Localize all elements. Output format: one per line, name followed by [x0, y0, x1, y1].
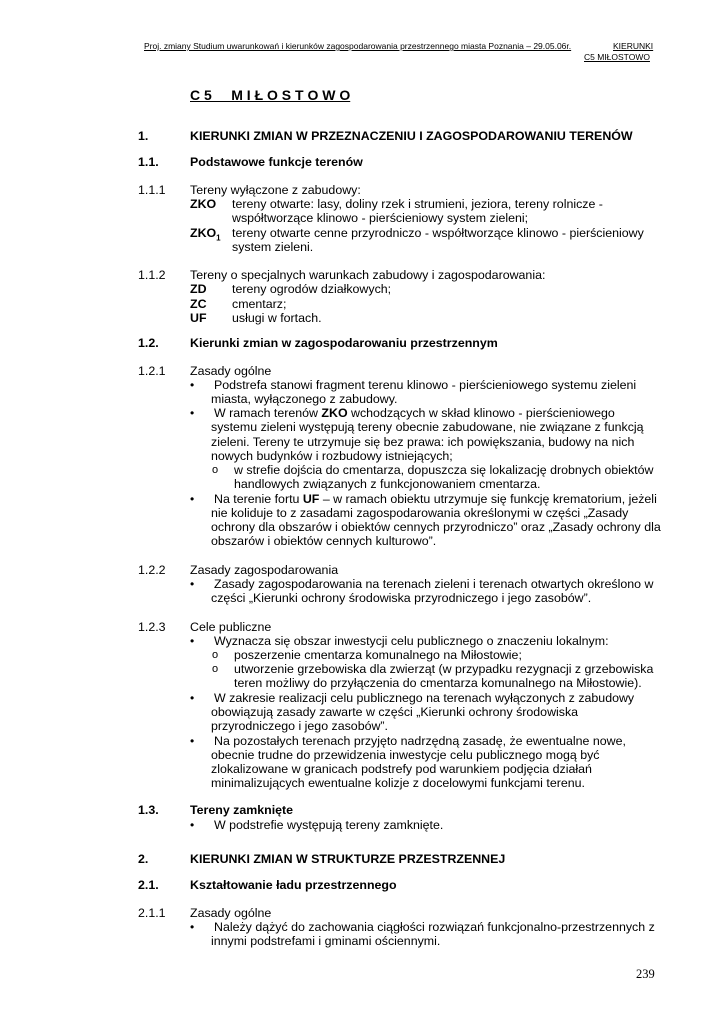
- zko1-description-line: tereny otwarte cenne przyrodniczo - współtworzące klinowo - pierścieniowy: [232, 226, 644, 240]
- paragraph-line: nie koliduje to z zasadami zagospodarowania określonymi w części „Zasady: [211, 506, 629, 520]
- paragraph-line: ochrony dla obszarów i obiektów cennych przyrodniczo” oraz „Zasady ochrony dla: [211, 520, 661, 534]
- bullet-icon: •: [190, 818, 195, 832]
- section-1-1-1-heading: Tereny wyłączone z zabudowy:: [190, 183, 361, 197]
- section-1-2-3-number: 1.2.3: [138, 620, 166, 634]
- section-2-1-1-number: 2.1.1: [138, 906, 166, 920]
- paragraph-line: przyrodniczego i jego zasobów”.: [211, 719, 389, 733]
- bullet-icon: •: [190, 378, 195, 392]
- bullet-icon: •: [190, 577, 195, 591]
- paragraph-line: Wyznacza się obszar inwestycji celu publicznego o znaczeniu lokalnym:: [214, 634, 609, 648]
- paragraph-line: obecnie trudne do przewidzenia inwestycje celu publicznego mogą być: [211, 748, 600, 762]
- code-zko1: [190, 226, 221, 246]
- code-zko-inline: ZKO: [321, 406, 348, 420]
- paragraph-line: [214, 492, 657, 507]
- paragraph-line: innymi podstrefami i gminami ościennymi.: [211, 934, 441, 948]
- bullet-icon: •: [190, 691, 195, 705]
- uf-description: usługi w fortach.: [232, 311, 322, 325]
- section-1-heading: KIERUNKI ZMIAN W PRZEZNACZENIU I ZAGOSPODAROWANIU TERENÓW: [190, 129, 633, 143]
- header-document-title: Proj. zmiany Studium uwarunkowań i kierunków zagospodarowania przestrzennego miasta Poznania – 29.05.06r.: [144, 41, 572, 51]
- paragraph-line: obowiązują zasady zawarte w części „Kierunki ochrony środowiska: [211, 705, 579, 719]
- paragraph-line: zlokalizowane w granicach podstrefy pod warunkiem podjęcia działań: [211, 762, 592, 776]
- code-zc: ZC: [190, 297, 207, 311]
- section-1-2-number: 1.2.: [138, 336, 159, 350]
- paragraph-line: Podstrefa stanowi fragment terenu klinowo - pierścieniowego systemu zieleni: [214, 378, 637, 392]
- code-zko1-subscript: 1: [216, 233, 221, 243]
- page-number: 239: [636, 967, 655, 981]
- code-zko1-base: ZKO: [190, 226, 217, 240]
- paragraph-line: minimalizujących ewentualne kolizje z docelowymi funkcjami terenu.: [211, 776, 585, 790]
- paragraph-line: Zasady zagospodarowania na terenach zieleni i terenach otwartych określono w: [214, 577, 654, 591]
- paragraph-line: zieleni. Tereny te utrzymuje się bez prawa: ich powiększania, budowy na nich: [211, 435, 635, 449]
- paragraph-line: handlowych związanych z funkcjonowaniem cmentarza.: [234, 477, 541, 491]
- section-1-2-1-number: 1.2.1: [138, 364, 166, 378]
- paragraph-line: obszarów i obiektów cennych kulturowo”.: [211, 534, 437, 548]
- code-uf-inline: UF: [302, 492, 320, 506]
- bullet-icon: •: [190, 492, 195, 506]
- section-1-number: 1.: [138, 129, 149, 143]
- text-run: W ramach terenów: [214, 406, 322, 420]
- section-1-1-heading: Podstawowe funkcje terenów: [190, 155, 363, 169]
- bullet-icon: •: [190, 920, 195, 934]
- header-section: KIERUNKI: [613, 41, 654, 51]
- paragraph-line: Należy dążyć do zachowania ciągłości rozwiązań funkcjonalno-przestrzennych z: [214, 920, 655, 934]
- section-1-1-number: 1.1.: [138, 155, 159, 169]
- section-1-1-2-heading: Tereny o specjalnych warunkach zabudowy i zagospodarowania:: [190, 268, 546, 282]
- text-run: wchodzących w skład klinowo - pierścieniowego: [347, 406, 615, 420]
- zc-description: cmentarz;: [232, 297, 287, 311]
- sub-bullet-icon: o: [212, 663, 219, 675]
- text-run: Na terenie fortu: [214, 492, 303, 506]
- zko1-description-line: system zieleni.: [232, 240, 314, 254]
- section-2-1-1-heading: Zasady ogólne: [190, 906, 272, 920]
- section-2-1-heading: Kształtowanie ładu przestrzennego: [190, 878, 397, 892]
- paragraph-line: nowych budynków i rozbudowy istniejących;: [211, 449, 453, 463]
- paragraph-line: utworzenie grzebowiska dla zwierząt (w przypadku rezygnacji z grzebowiska: [234, 662, 654, 676]
- paragraph-line: w strefie dojścia do cmentarza, dopuszcza się lokalizację drobnych obiektów: [234, 463, 654, 477]
- sub-bullet-icon: o: [212, 464, 219, 476]
- section-1-3-number: 1.3.: [138, 803, 159, 817]
- section-1-1-2-number: 1.1.2: [138, 268, 166, 282]
- section-2-number: 2.: [138, 852, 149, 866]
- text-run: – w ramach obiektu utrzymuje się funkcję krematorium, jeżeli: [319, 492, 657, 506]
- paragraph-line: W podstrefie występują tereny zamknięte.: [214, 818, 444, 832]
- section-1-2-2-number: 1.2.2: [138, 563, 166, 577]
- bullet-icon: •: [190, 634, 195, 648]
- header-subsection: C5 MIŁOSTOWO: [584, 52, 650, 62]
- code-zd: ZD: [190, 282, 207, 296]
- paragraph-line: [214, 406, 615, 421]
- paragraph-line: poszerzenie cmentarza komunalnego na Miłostowie;: [234, 648, 522, 662]
- code-uf: UF: [190, 311, 207, 325]
- paragraph-line: W zakresie realizacji celu publicznego na terenach wyłączonych z zabudowy: [214, 691, 635, 705]
- code-zko: ZKO: [190, 197, 217, 211]
- bullet-icon: •: [190, 734, 195, 748]
- page-title: C 5 M I Ł O S T O W O: [190, 87, 351, 103]
- section-2-1-number: 2.1.: [138, 878, 159, 892]
- section-1-2-1-heading: Zasady ogólne: [190, 364, 272, 378]
- section-1-3-heading: Tereny zamknięte: [190, 803, 294, 817]
- section-2-heading: KIERUNKI ZMIAN W STRUKTURZE PRZESTRZENNEJ: [190, 852, 506, 866]
- paragraph-line: części „Kierunki ochrony środowiska przyrodniczego i jego zasobów”.: [211, 591, 592, 605]
- zd-description: tereny ogrodów działkowych;: [232, 282, 392, 296]
- paragraph-line: Na pozostałych terenach przyjęto nadrzędną zasadę, że ewentualne nowe,: [214, 734, 626, 748]
- paragraph-line: systemu zieleni występują tereny obecnie zabudowane, nie związane z funkcją: [211, 420, 644, 434]
- section-1-2-2-heading: Zasady zagospodarowania: [190, 563, 339, 577]
- paragraph-line: miasta, wyłączonego z zabudowy.: [211, 392, 398, 406]
- paragraph-line: teren możliwy do przyłączenia do cmentarza komunalnego na Miłostowie).: [234, 676, 642, 690]
- section-1-1-1-number: 1.1.1: [138, 183, 166, 197]
- section-1-2-3-heading: Cele publiczne: [190, 620, 272, 634]
- zko-description-line: tereny otwarte: lasy, doliny rzek i strumieni, jeziora, tereny rolnicze -: [232, 197, 603, 211]
- zko-description-line: współtworzące klinowo - pierścieniowy system zieleni;: [232, 211, 529, 225]
- section-1-2-heading: Kierunki zmian w zagospodarowaniu przestrzennym: [190, 336, 498, 350]
- sub-bullet-icon: o: [212, 649, 219, 661]
- bullet-icon: •: [190, 406, 195, 420]
